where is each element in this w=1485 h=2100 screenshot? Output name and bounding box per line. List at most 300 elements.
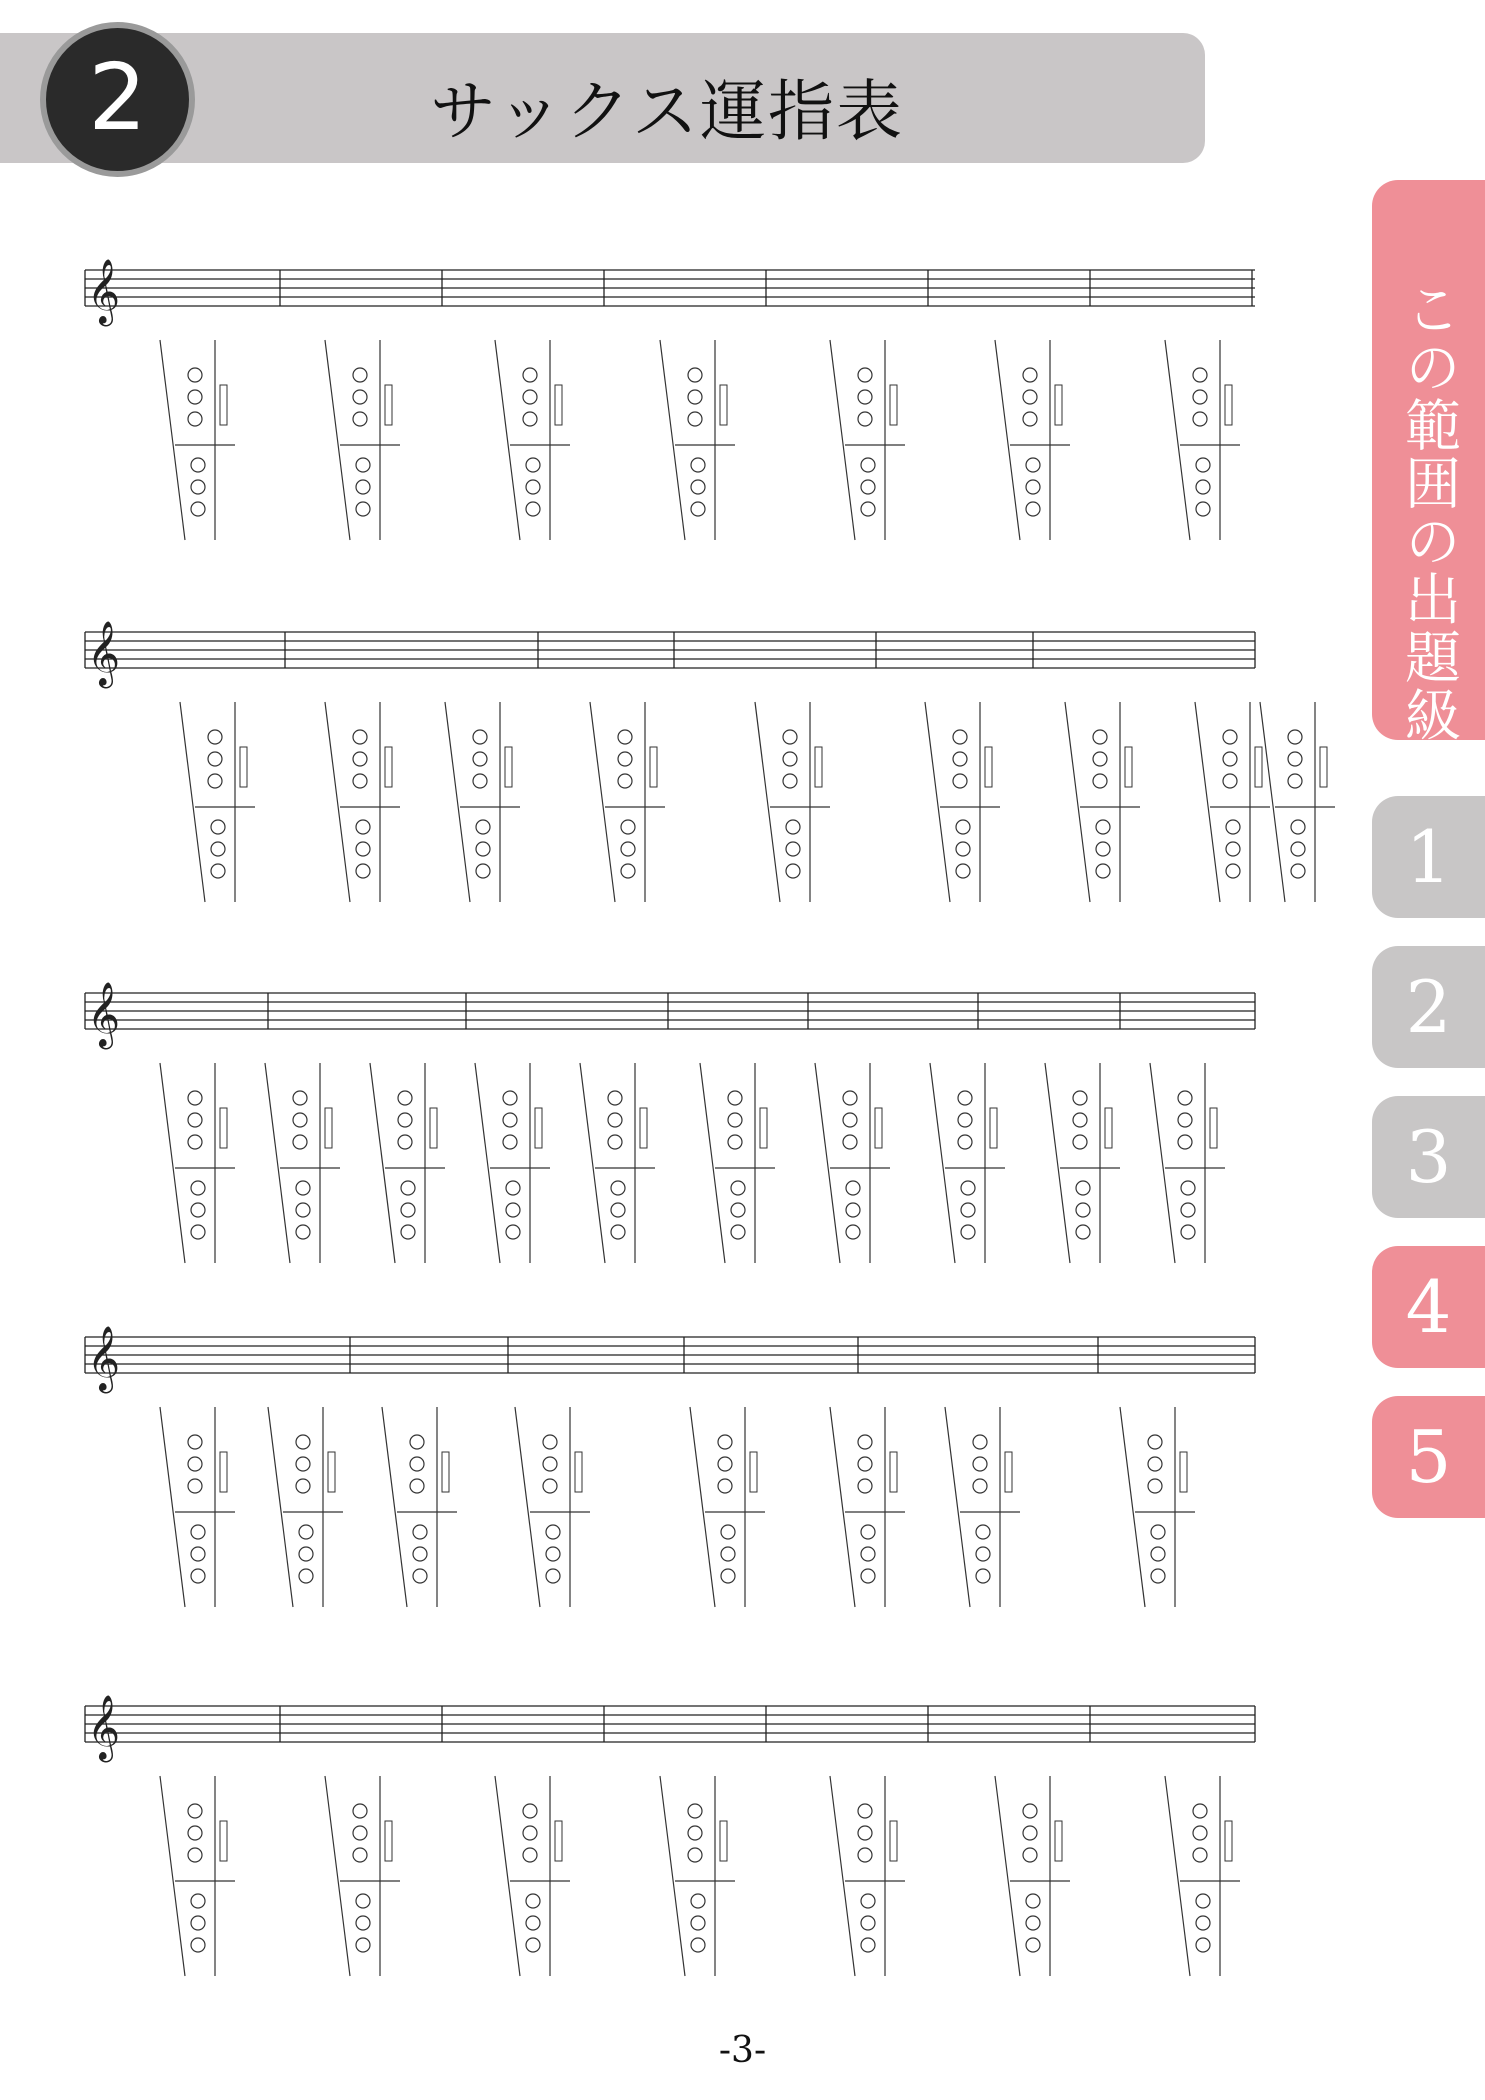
key-hole	[523, 390, 537, 404]
treble-clef: 𝄞	[87, 1695, 121, 1760]
key-hole	[1178, 1135, 1192, 1149]
key-hole	[526, 1916, 540, 1930]
key-hole	[356, 842, 370, 856]
key-hole	[296, 1435, 310, 1449]
key-hole	[476, 820, 490, 834]
key-hole	[1196, 1916, 1210, 1930]
key-hole	[188, 368, 202, 382]
key-hole	[846, 1181, 860, 1195]
key-hole	[413, 1547, 427, 1561]
key-hole	[546, 1547, 560, 1561]
key-hole	[846, 1225, 860, 1239]
key-hole	[611, 1181, 625, 1195]
key-hole	[858, 1479, 872, 1493]
key-hole	[861, 1569, 875, 1583]
key-hole	[691, 1894, 705, 1908]
key-hole	[526, 458, 540, 472]
key-hole	[861, 1938, 875, 1952]
diagram-body-line	[515, 1407, 540, 1607]
diagram-body-line	[325, 702, 350, 902]
key-hole	[543, 1435, 557, 1449]
key-hole	[353, 368, 367, 382]
key-hole	[1096, 820, 1110, 834]
key-hole	[188, 1091, 202, 1105]
diagram-body-line	[495, 1776, 520, 1976]
side-key	[875, 1108, 882, 1148]
key-hole	[526, 480, 540, 494]
key-hole	[410, 1479, 424, 1493]
key-hole	[621, 864, 635, 878]
key-hole	[353, 730, 367, 744]
key-hole	[188, 1135, 202, 1149]
side-key	[385, 747, 392, 787]
diagram-body-line	[930, 1063, 955, 1263]
key-hole	[1223, 774, 1237, 788]
key-hole	[1196, 502, 1210, 516]
key-hole	[353, 774, 367, 788]
key-hole	[688, 390, 702, 404]
key-hole	[1291, 864, 1305, 878]
key-hole	[718, 1457, 732, 1471]
key-hole	[608, 1091, 622, 1105]
key-hole	[786, 820, 800, 834]
key-hole	[1223, 730, 1237, 744]
key-hole	[503, 1135, 517, 1149]
key-hole	[1148, 1479, 1162, 1493]
key-hole	[191, 1525, 205, 1539]
side-key	[1255, 747, 1262, 787]
key-hole	[976, 1569, 990, 1583]
side-key	[1210, 1108, 1217, 1148]
key-hole	[356, 458, 370, 472]
key-hole	[188, 412, 202, 426]
side-key	[240, 747, 247, 787]
key-hole	[1073, 1091, 1087, 1105]
key-hole	[188, 1804, 202, 1818]
side-key	[220, 385, 227, 425]
key-hole	[296, 1181, 310, 1195]
key-hole	[1226, 820, 1240, 834]
key-hole	[1181, 1181, 1195, 1195]
diagram-body-line	[830, 1776, 855, 1976]
grade-tab-label: 1	[1405, 815, 1452, 899]
diagram-body-line	[660, 1776, 685, 1976]
diagram-body-line	[815, 1063, 840, 1263]
key-hole	[956, 842, 970, 856]
key-hole	[1026, 1938, 1040, 1952]
side-key	[1225, 1821, 1232, 1861]
key-hole	[608, 1135, 622, 1149]
side-key	[1055, 385, 1062, 425]
key-hole	[611, 1225, 625, 1239]
key-hole	[188, 1479, 202, 1493]
key-hole	[398, 1135, 412, 1149]
key-hole	[1096, 842, 1110, 856]
key-hole	[191, 480, 205, 494]
key-hole	[728, 1135, 742, 1149]
key-hole	[718, 1479, 732, 1493]
key-hole	[1226, 864, 1240, 878]
side-key	[442, 1452, 449, 1492]
side-key	[720, 1821, 727, 1861]
key-hole	[356, 480, 370, 494]
key-hole	[691, 502, 705, 516]
key-hole	[191, 1203, 205, 1217]
side-key	[990, 1108, 997, 1148]
key-hole	[1193, 1848, 1207, 1862]
diagram-body-line	[995, 340, 1020, 540]
key-hole	[526, 502, 540, 516]
key-hole	[410, 1435, 424, 1449]
key-hole	[356, 1938, 370, 1952]
side-key	[220, 1821, 227, 1861]
key-hole	[503, 1113, 517, 1127]
key-hole	[191, 1916, 205, 1930]
key-hole	[621, 820, 635, 834]
side-key	[1005, 1452, 1012, 1492]
key-hole	[523, 1826, 537, 1840]
key-hole	[956, 820, 970, 834]
grade-tab-label: 2	[1405, 965, 1452, 1049]
diagram-body-line	[445, 702, 470, 902]
key-hole	[953, 774, 967, 788]
key-hole	[608, 1113, 622, 1127]
key-hole	[1096, 864, 1110, 878]
key-hole	[191, 502, 205, 516]
key-hole	[398, 1113, 412, 1127]
key-hole	[1026, 502, 1040, 516]
side-key	[750, 1452, 757, 1492]
side-key	[815, 747, 822, 787]
side-key	[890, 1452, 897, 1492]
key-hole	[718, 1435, 732, 1449]
key-hole	[1196, 1938, 1210, 1952]
key-hole	[543, 1457, 557, 1471]
key-hole	[1151, 1525, 1165, 1539]
key-hole	[191, 1181, 205, 1195]
key-hole	[299, 1525, 313, 1539]
key-hole	[721, 1547, 735, 1561]
key-hole	[1151, 1547, 1165, 1561]
key-hole	[473, 730, 487, 744]
key-hole	[299, 1569, 313, 1583]
key-hole	[861, 480, 875, 494]
key-hole	[1023, 1848, 1037, 1862]
diagram-body-line	[925, 702, 950, 902]
diagram-body-line	[268, 1407, 293, 1607]
key-hole	[413, 1525, 427, 1539]
key-hole	[688, 1848, 702, 1862]
diagram-body-line	[160, 340, 185, 540]
diagram-body-line	[160, 1063, 185, 1263]
key-hole	[861, 1525, 875, 1539]
side-key	[650, 747, 657, 787]
key-hole	[526, 1894, 540, 1908]
key-hole	[1288, 774, 1302, 788]
key-hole	[691, 480, 705, 494]
key-hole	[621, 842, 635, 856]
key-hole	[188, 390, 202, 404]
side-key	[1320, 747, 1327, 787]
side-key	[1125, 747, 1132, 787]
key-hole	[1093, 774, 1107, 788]
key-hole	[858, 1457, 872, 1471]
key-hole	[1093, 730, 1107, 744]
side-key	[328, 1452, 335, 1492]
key-hole	[1196, 480, 1210, 494]
key-hole	[858, 1435, 872, 1449]
key-hole	[731, 1181, 745, 1195]
key-hole	[1023, 412, 1037, 426]
treble-clef: 𝄞	[87, 621, 121, 686]
key-hole	[208, 774, 222, 788]
key-hole	[728, 1113, 742, 1127]
key-hole	[611, 1203, 625, 1217]
key-hole	[523, 1848, 537, 1862]
key-hole	[1181, 1203, 1195, 1217]
key-hole	[208, 752, 222, 766]
key-hole	[956, 864, 970, 878]
key-hole	[188, 1826, 202, 1840]
key-hole	[188, 1457, 202, 1471]
key-hole	[356, 1894, 370, 1908]
key-hole	[526, 1938, 540, 1952]
key-hole	[858, 1826, 872, 1840]
key-hole	[1291, 842, 1305, 856]
side-key	[220, 1108, 227, 1148]
key-hole	[188, 1435, 202, 1449]
key-hole	[858, 368, 872, 382]
diagram-body-line	[1165, 1776, 1190, 1976]
key-hole	[1226, 842, 1240, 856]
key-hole	[293, 1091, 307, 1105]
key-hole	[961, 1225, 975, 1239]
page-number: -3-	[718, 2030, 767, 2071]
key-hole	[191, 1225, 205, 1239]
key-hole	[728, 1091, 742, 1105]
key-hole	[523, 412, 537, 426]
key-hole	[861, 502, 875, 516]
key-hole	[843, 1135, 857, 1149]
key-hole	[398, 1091, 412, 1105]
key-hole	[953, 730, 967, 744]
key-hole	[523, 1804, 537, 1818]
key-hole	[961, 1181, 975, 1195]
diagram-body-line	[755, 702, 780, 902]
key-hole	[473, 774, 487, 788]
key-hole	[858, 390, 872, 404]
key-hole	[1196, 1894, 1210, 1908]
key-hole	[861, 1894, 875, 1908]
treble-clef: 𝄞	[87, 982, 121, 1047]
side-key	[720, 385, 727, 425]
key-hole	[1193, 1804, 1207, 1818]
key-hole	[208, 730, 222, 744]
treble-clef: 𝄞	[87, 1326, 121, 1391]
key-hole	[410, 1457, 424, 1471]
key-hole	[1076, 1225, 1090, 1239]
key-hole	[973, 1457, 987, 1471]
diagram-body-line	[830, 1407, 855, 1607]
key-hole	[858, 412, 872, 426]
key-hole	[1023, 390, 1037, 404]
diagram-body-line	[660, 340, 685, 540]
key-hole	[688, 1804, 702, 1818]
key-hole	[211, 842, 225, 856]
key-hole	[191, 458, 205, 472]
key-hole	[618, 774, 632, 788]
key-hole	[783, 730, 797, 744]
key-hole	[976, 1525, 990, 1539]
diagram-body-line	[160, 1407, 185, 1607]
side-key	[640, 1108, 647, 1148]
key-hole	[1026, 480, 1040, 494]
side-key	[325, 1108, 332, 1148]
side-key	[890, 1821, 897, 1861]
diagram-body-line	[265, 1063, 290, 1263]
key-hole	[731, 1225, 745, 1239]
key-hole	[191, 1894, 205, 1908]
side-key	[430, 1108, 437, 1148]
grade-tab-label: 5	[1405, 1415, 1452, 1499]
key-hole	[1076, 1203, 1090, 1217]
diagram-body-line	[1120, 1407, 1145, 1607]
key-hole	[858, 1804, 872, 1818]
key-hole	[1023, 368, 1037, 382]
key-hole	[211, 864, 225, 878]
key-hole	[861, 458, 875, 472]
page-title: サックス運指表	[430, 73, 905, 150]
diagram-body-line	[700, 1063, 725, 1263]
key-hole	[1291, 820, 1305, 834]
key-hole	[299, 1547, 313, 1561]
key-hole	[858, 1848, 872, 1862]
diagram-body-line	[945, 1407, 970, 1607]
key-hole	[356, 820, 370, 834]
diagram-body-line	[180, 702, 205, 902]
key-hole	[1193, 412, 1207, 426]
key-hole	[506, 1181, 520, 1195]
key-hole	[1181, 1225, 1195, 1239]
side-key	[505, 747, 512, 787]
key-hole	[1178, 1113, 1192, 1127]
diagram-body-line	[325, 1776, 350, 1976]
key-hole	[953, 752, 967, 766]
key-hole	[688, 412, 702, 426]
key-hole	[961, 1203, 975, 1217]
key-hole	[958, 1113, 972, 1127]
diagram-body-line	[160, 1776, 185, 1976]
key-hole	[976, 1547, 990, 1561]
key-hole	[353, 1804, 367, 1818]
key-hole	[1151, 1569, 1165, 1583]
key-hole	[861, 1547, 875, 1561]
key-hole	[1193, 1826, 1207, 1840]
diagram-body-line	[1260, 702, 1285, 902]
key-hole	[356, 864, 370, 878]
key-hole	[413, 1569, 427, 1583]
side-key	[385, 1821, 392, 1861]
key-hole	[191, 1938, 205, 1952]
key-hole	[523, 368, 537, 382]
key-hole	[721, 1569, 735, 1583]
key-hole	[1026, 1894, 1040, 1908]
grade-tab-label: 3	[1405, 1115, 1452, 1199]
treble-clef: 𝄞	[87, 259, 121, 324]
key-hole	[783, 774, 797, 788]
key-hole	[191, 1569, 205, 1583]
key-hole	[296, 1479, 310, 1493]
key-hole	[506, 1225, 520, 1239]
diagram-body-line	[1150, 1063, 1175, 1263]
key-hole	[296, 1203, 310, 1217]
key-hole	[356, 1916, 370, 1930]
key-hole	[353, 390, 367, 404]
key-hole	[1148, 1435, 1162, 1449]
side-key	[555, 385, 562, 425]
side-key	[760, 1108, 767, 1148]
key-hole	[973, 1435, 987, 1449]
diagram-body-line	[590, 702, 615, 902]
diagram-body-line	[475, 1063, 500, 1263]
side-key	[1105, 1108, 1112, 1148]
key-hole	[296, 1457, 310, 1471]
side-key	[535, 1108, 542, 1148]
diagram-body-line	[495, 340, 520, 540]
key-hole	[1073, 1113, 1087, 1127]
key-hole	[211, 820, 225, 834]
side-key	[890, 385, 897, 425]
section-number: 2	[88, 44, 147, 151]
key-hole	[691, 1938, 705, 1952]
diagram-body-line	[580, 1063, 605, 1263]
key-hole	[731, 1203, 745, 1217]
key-hole	[1026, 458, 1040, 472]
key-hole	[503, 1091, 517, 1105]
key-hole	[843, 1113, 857, 1127]
key-hole	[1193, 390, 1207, 404]
grade-range-label: この範囲の出題級	[1396, 280, 1461, 744]
key-hole	[973, 1479, 987, 1493]
key-hole	[721, 1525, 735, 1539]
side-key	[985, 747, 992, 787]
key-hole	[1023, 1804, 1037, 1818]
key-hole	[1178, 1091, 1192, 1105]
side-key	[1225, 385, 1232, 425]
diagram-body-line	[1065, 702, 1090, 902]
key-hole	[353, 1826, 367, 1840]
key-hole	[618, 752, 632, 766]
key-hole	[958, 1091, 972, 1105]
key-hole	[191, 1547, 205, 1561]
key-hole	[188, 1848, 202, 1862]
key-hole	[1073, 1135, 1087, 1149]
diagram-body-line	[370, 1063, 395, 1263]
side-key	[1180, 1452, 1187, 1492]
key-hole	[401, 1225, 415, 1239]
diagram-body-line	[995, 1776, 1020, 1976]
grade-tab-label: 4	[1405, 1265, 1452, 1349]
key-hole	[1288, 752, 1302, 766]
key-hole	[401, 1203, 415, 1217]
side-key	[385, 385, 392, 425]
key-hole	[618, 730, 632, 744]
key-hole	[786, 864, 800, 878]
diagram-body-line	[325, 340, 350, 540]
key-hole	[1076, 1181, 1090, 1195]
key-hole	[691, 458, 705, 472]
side-key	[1055, 1821, 1062, 1861]
